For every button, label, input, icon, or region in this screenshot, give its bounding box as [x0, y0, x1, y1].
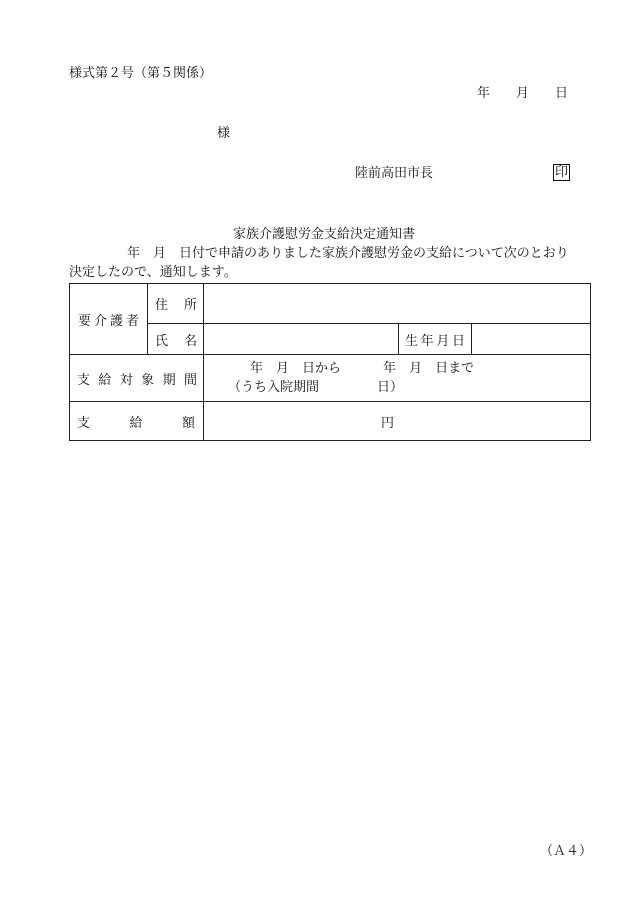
label-char: 介: [93, 313, 107, 329]
date-line: [477, 87, 568, 100]
hospitalization-open: （うち入院期間: [228, 380, 320, 395]
period-from-year: 年: [250, 361, 264, 376]
paper-size-note: （Ａ４）: [540, 844, 593, 859]
period-to-day: 日まで: [435, 361, 475, 376]
date-month: 月: [516, 86, 530, 101]
hospitalization-close: 日）: [377, 380, 404, 395]
date-year: 年: [477, 86, 491, 101]
address-field[interactable]: [204, 284, 591, 324]
body-text-line-2: 決定したので、通知します。: [69, 265, 237, 280]
label-char: 名: [183, 333, 197, 349]
payment-period-field[interactable]: [204, 355, 591, 402]
label-char: 給: [129, 415, 143, 431]
care-recipient-label: [70, 284, 148, 355]
label-char: 氏: [155, 333, 169, 349]
period-to-month: 月: [409, 361, 423, 376]
addressee-suffix: 様: [217, 126, 231, 141]
name-field[interactable]: [204, 324, 399, 355]
period-from-day: 日から: [302, 361, 342, 376]
name-label: [148, 324, 204, 355]
label-char: 要: [78, 313, 92, 329]
table-row: [70, 284, 591, 324]
period-from-month: 月: [276, 361, 290, 376]
form-number: 様式第２号（第５関係）: [69, 66, 213, 81]
amount-unit: 円: [381, 415, 395, 431]
seal-box: 印: [555, 165, 569, 180]
table-row: [70, 355, 591, 402]
label-char: 象: [141, 372, 155, 388]
details-table: [69, 283, 591, 441]
label-char: 対: [119, 372, 133, 388]
document-title: 家族介護慰労金支給決定通知書: [233, 227, 416, 242]
label-char: 住: [155, 298, 169, 313]
payment-amount-field[interactable]: [204, 402, 591, 441]
label-char: 額: [181, 415, 195, 431]
label-char: 支: [77, 415, 91, 431]
table-row: [70, 324, 591, 355]
payment-period-label: [70, 355, 204, 402]
label-char: 支: [77, 372, 91, 388]
table-row: [70, 402, 591, 441]
period-to-year: 年: [383, 361, 397, 376]
label-char: 護: [109, 313, 123, 329]
label-char: 年: [420, 333, 434, 349]
label-char: 者: [125, 313, 139, 329]
hospitalization-line: [228, 378, 590, 397]
label-char: 給: [98, 372, 112, 388]
body-text-line-1: 年 月 日付で申請のありました家族介護慰労金の支給について次のとおり: [127, 246, 569, 261]
period-range-line: [228, 359, 590, 378]
dob-field[interactable]: [472, 324, 591, 355]
payment-amount-label: [70, 402, 204, 441]
date-day: 日: [555, 86, 569, 101]
label-char: 生: [405, 333, 419, 349]
label-char: 間: [183, 372, 197, 388]
issuer-name: 陸前高田市長: [355, 166, 434, 181]
dob-label: [399, 324, 472, 355]
label-char: 所: [183, 298, 197, 313]
address-label: [148, 284, 204, 324]
label-char: 日: [451, 333, 465, 349]
label-char: 月: [436, 333, 450, 349]
label-char: 期: [162, 372, 176, 388]
